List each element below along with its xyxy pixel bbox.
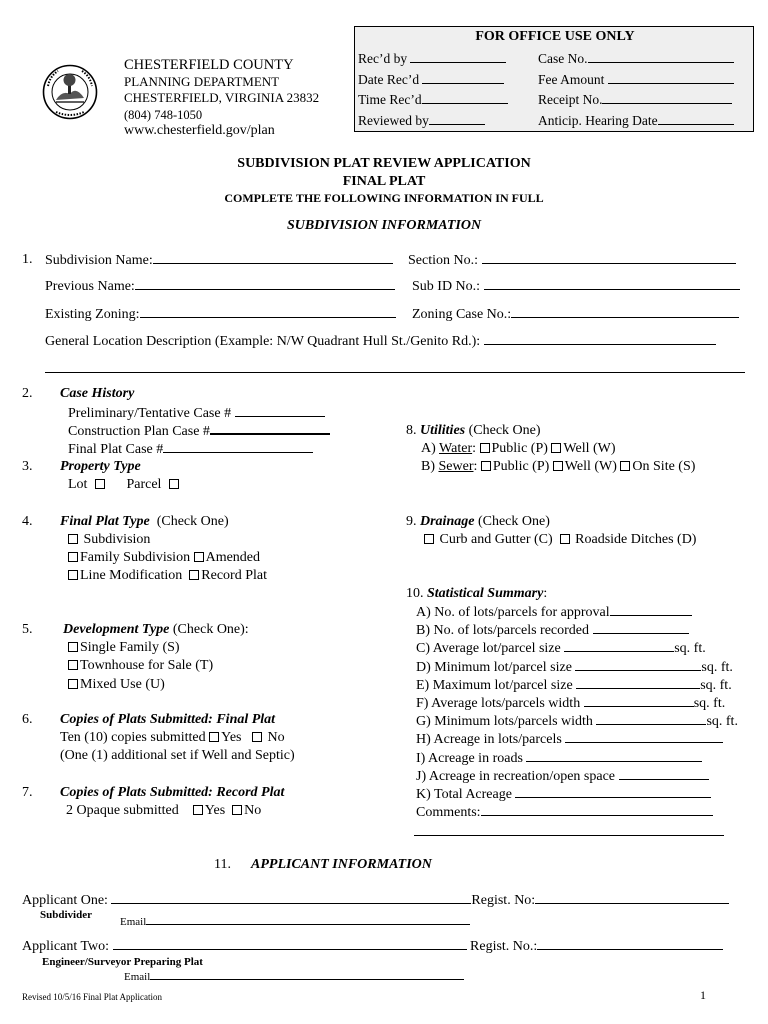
drainage-heading — [406, 514, 550, 530]
regist-one-label: Regist. No: — [471, 893, 536, 908]
family-subdivision-checkbox[interactable] — [68, 552, 78, 562]
s8-number: 8. — [406, 423, 417, 438]
record-copies-yes-label: Yes — [204, 803, 226, 818]
previous-name-label: Previous Name: — [45, 279, 135, 294]
agency-phone: (804) 748-1050 — [124, 107, 203, 122]
stat-b-label: B) No. of lots/parcels recorded — [416, 623, 589, 639]
stat-c-field[interactable] — [564, 640, 674, 652]
stat-e-unit: sq. ft. — [700, 677, 732, 693]
stat-d-field[interactable] — [575, 659, 701, 671]
subdivision-label: Subdivision — [83, 532, 151, 547]
record-plat-checkbox[interactable] — [189, 570, 199, 580]
applicant-one-label: Applicant One: — [22, 893, 108, 908]
final-plat-type-title: Final Plat Type — [60, 514, 150, 529]
stat-h-field[interactable] — [565, 731, 723, 743]
agency-dept: PLANNING DEPARTMENT — [124, 73, 280, 89]
construction-case-row — [68, 423, 330, 440]
s5-number: 5. — [22, 622, 33, 637]
record-plat-label: Record Plat — [201, 568, 267, 583]
section-no-row — [408, 252, 736, 269]
form-name: Final Plat Application — [83, 992, 162, 1002]
agency-block — [124, 57, 319, 140]
fee-amount-label: Fee Amount — [538, 71, 605, 87]
sewer-onsite-checkbox[interactable] — [620, 461, 630, 471]
time-recd-field[interactable] — [422, 92, 508, 104]
zoning-case-field[interactable] — [511, 306, 739, 318]
subdivision-name-label: Subdivision Name: — [45, 253, 153, 268]
form-title: SUBDIVISION PLAT REVIEW APPLICATION — [237, 156, 531, 171]
final-plat-case-row — [68, 441, 313, 458]
stat-g-field[interactable] — [596, 713, 706, 725]
utilities-check: (Check One) — [468, 423, 541, 438]
stat-f-field[interactable] — [584, 695, 694, 707]
copies-final-row — [60, 730, 285, 746]
statistical-colon: : — [543, 586, 548, 601]
opaque-label: 2 Opaque submitted — [66, 803, 179, 818]
regist-one-field[interactable] — [535, 892, 729, 904]
general-location-label: General Location Description (Example: N/W Quadrant Hull St./Genito Rd.): — [45, 334, 481, 349]
engineer-label: Engineer/Surveyor Preparing Plat — [42, 956, 203, 968]
stat-row-k — [416, 786, 738, 804]
general-location-field[interactable] — [484, 333, 716, 345]
copies-final-title: Copies of Plats Submitted: Final Plat — [60, 712, 276, 727]
final-plat-case-label: Final Plat Case # — [68, 442, 164, 457]
comments-label: Comments: — [416, 805, 481, 821]
agency-website[interactable]: www.chesterfield.gov/plan — [124, 123, 275, 138]
record-copies-yes-checkbox[interactable] — [193, 805, 203, 815]
email-two-row — [124, 968, 464, 983]
sewer-row: B) Sewer: Public (P) Well (W) On Site (S) — [421, 459, 696, 474]
fee-amount-field[interactable] — [608, 72, 734, 84]
line-modification-label: Line Modification — [80, 568, 183, 583]
stat-row-e — [416, 677, 738, 695]
water-label: Water — [439, 441, 473, 456]
lot-label: Lot — [68, 477, 88, 492]
applicant-info-title: APPLICANT INFORMATION — [251, 857, 432, 872]
parcel-label: Parcel — [126, 477, 162, 492]
applicant-two-field[interactable] — [113, 938, 467, 950]
time-recd-label: Time Rec’d — [358, 92, 422, 107]
stat-g-unit: sq. ft. — [706, 714, 738, 730]
subdivider-label: Subdivider — [40, 909, 92, 921]
zoning-case-row — [412, 306, 739, 323]
stat-row-f — [416, 695, 738, 713]
previous-name-row — [45, 278, 395, 295]
amended-checkbox[interactable] — [194, 552, 204, 562]
footer-revised — [22, 992, 162, 1002]
agency-name: CHESTERFIELD COUNTY — [124, 57, 294, 73]
final-copies-yes-label: Yes — [221, 730, 242, 745]
record-copies-no-checkbox[interactable] — [232, 805, 242, 815]
existing-zoning-field[interactable] — [140, 306, 396, 318]
utilities-title: Utilities — [420, 423, 466, 438]
sub-id-field[interactable] — [484, 278, 740, 290]
final-plat-type-check: (Check One) — [156, 514, 229, 529]
s10-number: 10. — [406, 586, 424, 601]
hearing-date-label: Anticip. Hearing Date — [538, 112, 658, 128]
stat-b-field[interactable] — [593, 622, 689, 634]
lot-checkbox[interactable] — [95, 479, 105, 489]
well-septic-note: (One (1) additional set if Well and Septic) — [60, 748, 295, 763]
water-public-checkbox[interactable] — [480, 443, 490, 453]
stat-i-field[interactable] — [526, 750, 702, 762]
property-type-title: Property Type — [60, 459, 141, 474]
stat-a-label: A) No. of lots/parcels for approval — [416, 605, 610, 620]
final-copies-no-label: No — [267, 730, 285, 745]
stat-i-label: I) Acreage in roads — [416, 750, 523, 766]
preliminary-case-row — [68, 405, 325, 422]
stat-j-field[interactable] — [619, 768, 709, 780]
receipt-no-field[interactable] — [602, 92, 732, 104]
s6-number: 6. — [22, 712, 33, 727]
family-subdivision-label: Family Subdivision — [80, 550, 191, 565]
applicant-one-field[interactable] — [111, 892, 471, 904]
townhouse-checkbox[interactable] — [68, 660, 78, 670]
general-location-row — [45, 333, 716, 350]
curb-gutter-checkbox[interactable] — [424, 534, 434, 544]
utilities-heading — [406, 423, 541, 439]
applicant-one-row — [22, 892, 729, 909]
s9-number: 9. — [406, 514, 417, 529]
sewer-label: Sewer — [438, 459, 474, 474]
amended-label: Amended — [205, 550, 261, 565]
final-plat-case-field[interactable] — [163, 441, 313, 453]
opt-townhouse — [68, 658, 213, 674]
water-letter: A) — [421, 441, 436, 456]
construction-case-field[interactable] — [210, 423, 330, 435]
drainage-check: (Check One) — [477, 514, 550, 529]
general-location-field-line2[interactable] — [45, 372, 745, 373]
form-subtitle: FINAL PLAT — [342, 174, 426, 189]
stat-row-d — [416, 659, 738, 677]
county-seal-icon — [42, 64, 98, 120]
preliminary-case-field[interactable] — [235, 405, 325, 417]
reviewed-by-label: Reviewed by — [358, 112, 429, 128]
reviewed-by-field[interactable] — [429, 113, 485, 125]
sewer-public-label: Public (P) — [492, 459, 550, 474]
roadside-ditches-label: Roadside Ditches (D) — [575, 532, 697, 547]
applicant-two-label: Applicant Two: — [22, 939, 110, 954]
subdivision-checkbox[interactable] — [68, 534, 78, 544]
stat-row-i — [416, 750, 738, 768]
stat-row-j — [416, 768, 738, 786]
case-history-title: Case History — [60, 386, 135, 401]
sewer-onsite-label: On Site (S) — [632, 459, 696, 474]
parcel-checkbox[interactable] — [169, 479, 179, 489]
opt-single-family — [68, 640, 180, 656]
hearing-date-field[interactable] — [658, 113, 734, 125]
zoning-case-label: Zoning Case No.: — [412, 307, 512, 322]
sewer-well-checkbox[interactable] — [553, 461, 563, 471]
stat-f-unit: sq. ft. — [693, 696, 726, 712]
subdivision-name-row — [45, 252, 393, 269]
opt-family-amended — [68, 550, 260, 566]
stat-row-comments — [416, 804, 738, 822]
previous-name-field[interactable] — [135, 278, 395, 290]
opt-subdivision — [68, 532, 150, 548]
single-family-checkbox[interactable] — [68, 642, 78, 652]
sewer-well-label: Well (W) — [564, 459, 617, 474]
case-no-label: Case No. — [538, 51, 588, 66]
statistical-rows — [416, 604, 738, 822]
form-instruction: COMPLETE THE FOLLOWING INFORMATION IN FULL — [224, 191, 544, 205]
statistical-title: Statistical Summary — [427, 586, 544, 601]
date-recd-field[interactable] — [422, 72, 504, 84]
section-no-label: Section No.: — [408, 253, 478, 268]
subdivision-name-field[interactable] — [153, 252, 393, 264]
stat-k-field[interactable] — [515, 786, 711, 798]
office-left-fields — [358, 49, 508, 131]
email-two-field[interactable] — [150, 968, 464, 980]
stat-g-label: G) Minimum lots/parcels width — [416, 714, 593, 730]
date-recd-label: Date Rec’d — [358, 71, 420, 87]
townhouse-label: Townhouse for Sale (T) — [80, 658, 214, 673]
comments-field[interactable] — [481, 804, 713, 816]
stat-j-label: J) Acreage in recreation/open space — [416, 768, 616, 784]
s2-number: 2. — [22, 386, 33, 401]
existing-zoning-row — [45, 306, 396, 323]
stat-row-g — [416, 713, 738, 731]
stat-row-a — [416, 604, 738, 622]
drainage-title: Drainage — [420, 514, 475, 529]
development-type-heading — [63, 622, 249, 638]
regist-two-field[interactable] — [537, 938, 723, 950]
email-two-label: Email — [124, 971, 151, 983]
development-type-check: (Check One): — [172, 622, 249, 637]
record-copies-no-label: No — [244, 803, 262, 818]
opt-line-record — [68, 568, 267, 584]
copies-record-title: Copies of Plats Submitted: Record Plat — [60, 785, 285, 800]
office-right-fields — [538, 49, 734, 131]
preliminary-case-label: Preliminary/Tentative Case # — [68, 406, 232, 421]
agency-address: CHESTERFIELD, VIRGINIA 23832 — [124, 90, 320, 105]
office-use-title: FOR OFFICE USE ONLY — [475, 29, 635, 44]
comments-field-line2[interactable] — [414, 835, 724, 836]
copies-record-row — [66, 803, 261, 819]
ten-copies-label: Ten (10) copies submitted — [60, 730, 206, 745]
stat-c-label: C) Average lot/parcel size — [416, 641, 561, 657]
final-copies-no-checkbox[interactable] — [252, 732, 262, 742]
recd-by-label: Rec’d by — [358, 51, 408, 66]
stat-row-c — [416, 640, 738, 658]
email-one-row — [120, 913, 470, 928]
final-copies-yes-checkbox[interactable] — [209, 732, 219, 742]
line-modification-checkbox[interactable] — [68, 570, 78, 580]
case-no-field[interactable] — [588, 51, 734, 63]
s3-number: 3. — [22, 459, 33, 474]
single-family-label: Single Family (S) — [80, 640, 180, 655]
section-no-field[interactable] — [482, 252, 736, 264]
water-well-checkbox[interactable] — [551, 443, 561, 453]
sub-id-row — [412, 278, 740, 295]
sewer-letter: B) — [421, 459, 435, 474]
final-plat-type-heading — [60, 514, 229, 530]
stat-d-unit: sq. ft. — [701, 659, 733, 675]
office-use-box — [354, 26, 754, 132]
applicant-two-row — [22, 938, 723, 955]
section-heading: SUBDIVISION INFORMATION — [286, 218, 482, 233]
recd-by-field[interactable] — [410, 51, 506, 63]
s1-number: 1. — [22, 252, 33, 267]
page-number: 1 — [700, 988, 706, 1002]
construction-case-label: Construction Plan Case # — [68, 424, 210, 439]
drainage-options — [424, 532, 696, 548]
water-well-label: Well (W) — [563, 441, 616, 456]
email-one-field[interactable] — [146, 913, 470, 925]
roadside-ditches-checkbox[interactable] — [560, 534, 570, 544]
statistical-heading — [406, 586, 547, 602]
regist-two-label: Regist. No.: — [470, 939, 538, 954]
existing-zoning-label: Existing Zoning: — [45, 307, 140, 322]
stat-row-h — [416, 731, 738, 749]
stat-d-label: D) Minimum lot/parcel size — [416, 659, 572, 675]
stat-e-field[interactable] — [576, 677, 700, 689]
curb-gutter-label: Curb and Gutter (C) — [439, 532, 553, 547]
property-type-options — [68, 477, 181, 493]
development-type-title: Development Type — [63, 622, 170, 637]
water-row: A) Water: Public (P) Well (W) — [421, 441, 616, 456]
water-public-label: Public (P) — [491, 441, 548, 456]
stat-c-unit: sq. ft. — [674, 641, 706, 657]
stat-f-label: F) Average lots/parcels width — [416, 696, 581, 712]
email-one-label: Email — [120, 916, 147, 928]
sub-id-label: Sub ID No.: — [412, 279, 481, 294]
mixed-use-label: Mixed Use (U) — [80, 677, 165, 692]
opt-mixed-use — [68, 677, 165, 693]
stat-e-label: E) Maximum lot/parcel size — [416, 677, 573, 693]
stat-row-b — [416, 622, 738, 640]
revised-date: Revised 10/5/16 — [22, 992, 81, 1002]
stat-h-label: H) Acreage in lots/parcels — [416, 732, 562, 748]
s7-number: 7. — [22, 785, 33, 800]
stat-k-label: K) Total Acreage — [416, 787, 512, 803]
sewer-public-checkbox[interactable] — [481, 461, 491, 471]
mixed-use-checkbox[interactable] — [68, 679, 78, 689]
s11-number: 11. — [214, 857, 231, 872]
stat-a-field[interactable] — [610, 604, 692, 616]
receipt-no-label: Receipt No. — [538, 92, 603, 107]
s4-number: 4. — [22, 514, 33, 529]
